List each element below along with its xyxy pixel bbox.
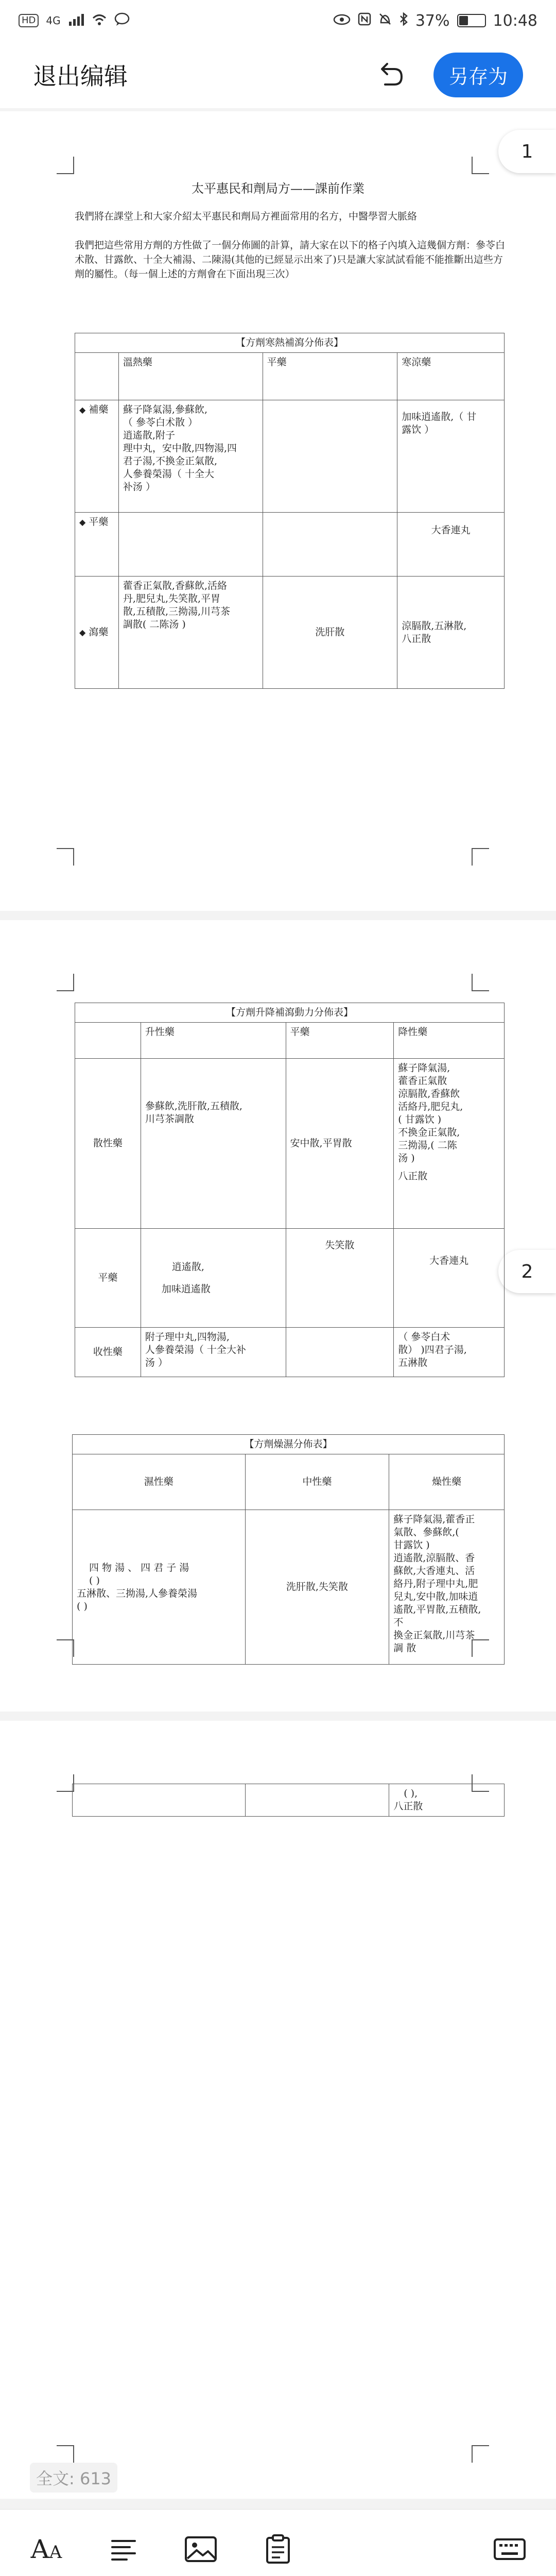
table-cell[interactable]: ( ), 八正散: [389, 1784, 505, 1817]
page-corner-mark: [57, 157, 74, 174]
page-number-badge[interactable]: 1: [498, 130, 556, 173]
table-cell[interactable]: 洗肝散: [263, 577, 397, 689]
row-label: ◆ 瀉藥: [75, 577, 119, 689]
table-cell[interactable]: 洗肝散,失笑散: [245, 1510, 389, 1665]
keyboard-toggle-button[interactable]: [484, 2523, 535, 2575]
page-corner-mark: [57, 2445, 74, 2463]
battery-icon: [457, 14, 486, 27]
table-cell[interactable]: 蘇子降氣湯, 藿香正氣散 涼膈散,香蘇飲 活絡丹,肥兒丸, ( 甘露饮 ) 不換金正氣散, 三拗湯,( 二陈 汤 ) 八正散: [394, 1059, 505, 1229]
table-cell[interactable]: 加味逍遙散,（ 甘 露饮 ）: [397, 400, 505, 513]
save-as-button[interactable]: 另存为: [433, 53, 523, 97]
table-caption: 【方劑升降補瀉動力分佈表】: [75, 1003, 505, 1023]
table-cell[interactable]: [245, 1784, 389, 1817]
table-header-cell: 溫熱藥: [118, 353, 263, 400]
dry-wet-table[interactable]: [72, 1434, 505, 1665]
dry-wet-table-continued[interactable]: [72, 1784, 505, 1817]
page-corner-mark: [472, 974, 489, 991]
page-corner-mark: [472, 2445, 489, 2463]
table-caption: 【方劑寒熱補瀉分佈表】: [75, 333, 505, 353]
keyboard-icon: [493, 2538, 526, 2561]
signal-icon: [68, 12, 84, 30]
table-cell[interactable]: 失笑散: [286, 1229, 394, 1328]
row-label: ◆ 平藥: [75, 513, 119, 577]
table-cell[interactable]: [73, 1784, 246, 1817]
table-cell[interactable]: 四 物 湯 、 四 君 子 湯 ( ) 五淋散、三拗湯,人參養榮湯 ( ): [73, 1510, 246, 1665]
table-cell[interactable]: 蘇子降氣湯,參蘇飲, （ 參苓白术散 ） 逍遙散,附子 理中丸，安中散,四物湯,四 君子湯,不換金正氣散, 人參養榮湯（ 十全大 补汤 ）: [118, 400, 263, 513]
battery-level: [459, 16, 468, 25]
clock-time: 10:48: [493, 11, 537, 30]
mute-icon: [378, 12, 392, 30]
diamond-bullet-icon: ◆: [79, 405, 86, 415]
table-cell[interactable]: 涼膈散,五淋散, 八正散: [397, 577, 505, 689]
app-bar: [0, 41, 556, 108]
instruction-paragraph[interactable]: 我們把這些常用方劑的方性做了一個分佈圖的計算，請大家在以下的格子內填入這幾個方劑：參苓白术散、甘露飲、十全大補湯、二陳湯(其他的已經显示出來了)只是讓大家試試看能不能推斷出這些方劑的屬性。（每一個上述的方劑會在下面出現三次）: [75, 240, 506, 280]
font-format-button[interactable]: [21, 2523, 72, 2575]
row-label: 散性藥: [75, 1059, 141, 1229]
page-number-badge[interactable]: 2: [498, 1250, 556, 1293]
image-icon: [184, 2536, 217, 2563]
diamond-bullet-icon: ◆: [79, 628, 86, 637]
message-icon: [114, 12, 130, 30]
paragraph-align-icon: [109, 2537, 138, 2562]
clipboard-icon: [265, 2534, 291, 2565]
bluetooth-icon: [399, 12, 408, 30]
undo-button[interactable]: [370, 54, 411, 95]
exit-edit-button[interactable]: 退出编辑: [33, 62, 128, 90]
row-label: 收性藥: [75, 1328, 141, 1377]
table-cell[interactable]: 蘇子降氣湯,藿香正 氣散、參蘇飲,( 甘露饮 ) 逍遙散,涼膈散、香 蘇飲,大香連丸、活 絡丹,附子理中丸,肥 兒丸,安中散,加味逍 遙散,平胃散,五積散, 不 換金正氣散,川芎茶 調 散: [389, 1510, 505, 1665]
page-corner-mark: [57, 1774, 74, 1792]
status-left: [19, 12, 130, 30]
page-corner-mark: [472, 848, 489, 866]
table-cell[interactable]: 逍遙散, 加味逍遙散: [141, 1229, 286, 1328]
wifi-icon: [92, 12, 107, 30]
table-cell[interactable]: [286, 1328, 394, 1377]
table-cell[interactable]: 參蘇飲,洗肝散,五積散, 川芎茶調散: [141, 1059, 286, 1229]
intro-paragraph[interactable]: 我們將在課堂上和大家介紹太平惠民和劑局方裡面常用的名方，中醫學習大脈絡: [75, 211, 418, 222]
table-header-cell: 寒涼藥: [397, 353, 505, 400]
table-header-cell: [75, 353, 119, 400]
row-label: 平藥: [75, 1229, 141, 1328]
table-cell[interactable]: [263, 513, 397, 577]
network-indicator: 4G: [46, 14, 61, 27]
table-header-cell: 中性藥: [245, 1454, 389, 1510]
nfc-icon: [358, 12, 371, 30]
table-cell[interactable]: 大香連丸: [394, 1229, 505, 1328]
word-count: 全文: 613: [30, 2463, 117, 2493]
page-corner-mark: [57, 1639, 74, 1657]
row-label: ◆ 補藥: [75, 400, 119, 513]
table-cell[interactable]: 附子理中丸,四物湯, 人參養榮湯（ 十全大补 汤 ）: [141, 1328, 286, 1377]
document-page-1[interactable]: [0, 111, 556, 911]
bottom-toolbar: [0, 2509, 556, 2576]
page-corner-mark: [57, 974, 74, 991]
table-cell[interactable]: [118, 513, 263, 577]
rise-fall-table[interactable]: [75, 1003, 505, 1377]
table-cell[interactable]: [263, 400, 397, 513]
hd-badge: HD: [19, 14, 39, 27]
diamond-bullet-icon: ◆: [79, 517, 86, 527]
document-page-2[interactable]: [0, 920, 556, 1711]
table-header-cell: 升性藥: [141, 1023, 286, 1059]
document-page-3[interactable]: [0, 1721, 556, 2499]
page-corner-mark: [472, 157, 489, 174]
table-caption: 【方劑燥濕分佈表】: [73, 1435, 505, 1454]
cold-heat-table[interactable]: [75, 333, 505, 689]
table-header-cell: 平藥: [263, 353, 397, 400]
undo-icon: [376, 62, 405, 88]
table-header-cell: 濕性藥: [73, 1454, 246, 1510]
table-header-cell: 燥性藥: [389, 1454, 505, 1510]
eye-icon: [333, 12, 351, 30]
table-cell[interactable]: 安中散,平胃散: [286, 1059, 394, 1229]
page-corner-mark: [57, 848, 74, 866]
document-title[interactable]: 太平惠民和劑局方——課前作業: [192, 181, 364, 196]
table-cell[interactable]: 大香連丸: [397, 513, 505, 577]
status-bar: [0, 0, 556, 41]
font-size-icon: AA: [30, 2534, 62, 2564]
clipboard-button[interactable]: [252, 2523, 304, 2575]
insert-image-button[interactable]: [175, 2523, 227, 2575]
status-right: [333, 12, 537, 30]
table-cell[interactable]: 藿香正氣散,香蘇飲,活絡 丹,肥兒丸,失笑散,平胃 散,五積散,三拗湯,川芎茶 調散( 二陈汤 ): [118, 577, 263, 689]
table-header-cell: 降性藥: [394, 1023, 505, 1059]
table-cell[interactable]: （ 參苓白术 散） )四君子湯, 五淋散: [394, 1328, 505, 1377]
table-header-cell: [75, 1023, 141, 1059]
paragraph-format-button[interactable]: [98, 2523, 149, 2575]
table-header-cell: 平藥: [286, 1023, 394, 1059]
battery-percent: 37%: [415, 11, 450, 30]
